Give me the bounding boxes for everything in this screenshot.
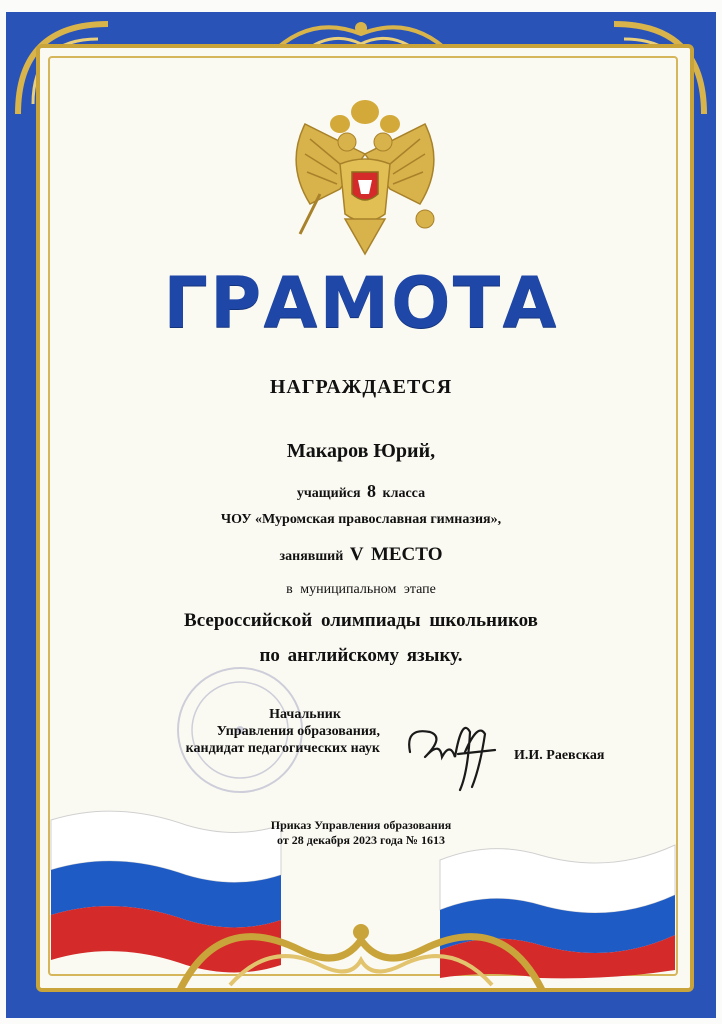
awarded-label: НАГРАЖДАЕТСЯ bbox=[269, 376, 453, 398]
signatory-title bbox=[150, 706, 380, 757]
stage-line: в муниципальном этапе bbox=[286, 582, 436, 597]
place-line bbox=[0, 544, 722, 566]
signatory-line-3: кандидат педагогических наук bbox=[185, 741, 380, 756]
olympiad-line-2: по английскому языку. bbox=[259, 645, 463, 666]
student-grade-line bbox=[0, 481, 722, 502]
signatory-name: И.И. Раевская bbox=[514, 748, 605, 763]
order-reference bbox=[0, 818, 722, 848]
signatory-line-2: Управления образования, bbox=[216, 724, 380, 739]
bottom-ornament-icon bbox=[160, 880, 562, 1000]
signatory-line-1: Начальник bbox=[269, 707, 341, 722]
school-name: ЧОУ «Муромская православная гимназия», bbox=[220, 512, 502, 527]
handwritten-signature bbox=[400, 712, 510, 792]
order-line-2: от 28 декабря 2023 года № 1613 bbox=[277, 833, 445, 847]
grade-number: 8 bbox=[367, 481, 377, 501]
olympiad-line-1: Всероссийской олимпиады школьников bbox=[184, 610, 538, 631]
place-value: V МЕСТО bbox=[349, 544, 443, 565]
certificate-title: ГРАМОТА bbox=[163, 262, 559, 344]
student-prefix: учащийся bbox=[296, 486, 361, 501]
russian-coat-of-arms-icon bbox=[285, 94, 445, 259]
order-line-1: Приказ Управления образования bbox=[270, 818, 452, 832]
grade-suffix: класса bbox=[382, 486, 426, 501]
place-prefix: занявший bbox=[279, 549, 344, 564]
recipient-name: Макаров Юрий, bbox=[286, 440, 436, 462]
